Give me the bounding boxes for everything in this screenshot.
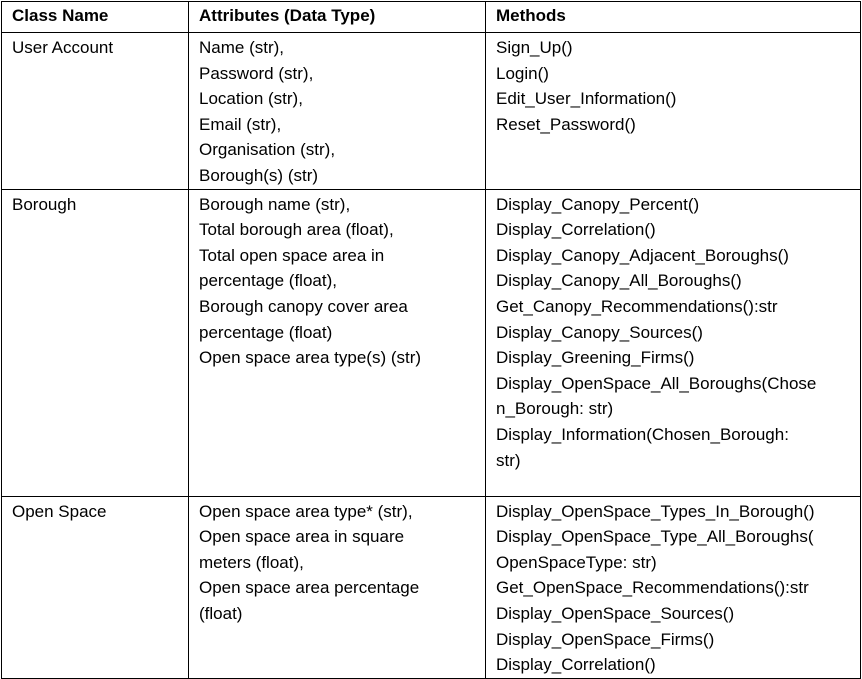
header-attributes: Attributes (Data Type) (189, 2, 486, 33)
method-line: Display_Correlation() (496, 655, 656, 675)
attribute-line: Organisation (str), (199, 140, 336, 160)
methods-cell (486, 33, 861, 190)
method-line: Display_Greening_Firms() (496, 348, 695, 368)
method-line: Display_Information(Chosen_Borough: (496, 424, 789, 444)
methods-cell (486, 189, 861, 496)
method-line: Display_Canopy_Adjacent_Boroughs() (496, 245, 789, 265)
attribute-line: Open space area type(s) (str) (199, 348, 422, 368)
attribute-line: Email (str), (199, 114, 282, 134)
attribute-line: Name (str), (199, 38, 284, 57)
attribute-line: Open space area percentage (199, 578, 420, 598)
attribute-line: Borough(s) (str) (199, 165, 319, 185)
attribute-line: Borough canopy cover area (199, 296, 408, 316)
class-name-cell: Open Space (2, 496, 189, 678)
attribute-line: Borough name (str), (199, 194, 351, 214)
method-line: Login() (496, 63, 549, 83)
method-line: Sign_Up() (496, 38, 573, 57)
method-line: Display_OpenSpace_All_Boroughs(Chose (496, 373, 817, 393)
method-line: Display_OpenSpace_Type_All_Boroughs( (496, 527, 814, 547)
class-name-cell: Borough (2, 189, 189, 496)
attribute-line: percentage (float), (199, 271, 337, 291)
attribute-line: percentage (float) (199, 322, 333, 342)
method-line: Display_OpenSpace_Firms() (496, 629, 715, 649)
attributes-cell (189, 33, 486, 190)
attribute-line: (float) (199, 603, 243, 623)
attribute-line: Open space area type* (str), (199, 501, 413, 521)
class-table (1, 1, 861, 679)
method-line: Get_Canopy_Recommendations():str (496, 296, 778, 316)
table-row-open-space (2, 496, 861, 678)
method-line: str) (496, 450, 521, 470)
method-line: Display_Correlation() (496, 220, 656, 240)
header-class-name: Class Name (2, 2, 189, 33)
attribute-line: Password (str), (199, 63, 314, 83)
method-line: Display_Canopy_Sources() (496, 322, 703, 342)
header-row (2, 2, 861, 33)
method-line: n_Borough: str) (496, 399, 614, 419)
attributes-cell (189, 496, 486, 678)
attribute-line: Location (str), (199, 89, 303, 109)
table-row-borough (2, 189, 861, 496)
method-line: Edit_User_Information() (496, 89, 677, 109)
attribute-line: Total open space area in (199, 245, 385, 265)
class-name-cell: User Account (2, 33, 189, 190)
method-line: Display_Canopy_Percent() (496, 194, 700, 214)
header-methods: Methods (486, 2, 861, 33)
method-line: Get_OpenSpace_Recommendations():str (496, 578, 809, 598)
method-line: Display_OpenSpace_Types_In_Borough() (496, 501, 815, 521)
attribute-line: Open space area in square (199, 527, 405, 547)
table-row-user-account (2, 33, 861, 190)
method-line: Display_Canopy_All_Boroughs() (496, 271, 742, 291)
method-line: Display_OpenSpace_Sources() (496, 603, 735, 623)
method-line: Reset_Password() (496, 114, 636, 134)
attributes-cell (189, 189, 486, 496)
attribute-line: meters (float), (199, 552, 304, 572)
method-line: OpenSpaceType: str) (496, 552, 657, 572)
methods-cell (486, 496, 861, 678)
attribute-line: Total borough area (float), (199, 220, 394, 240)
